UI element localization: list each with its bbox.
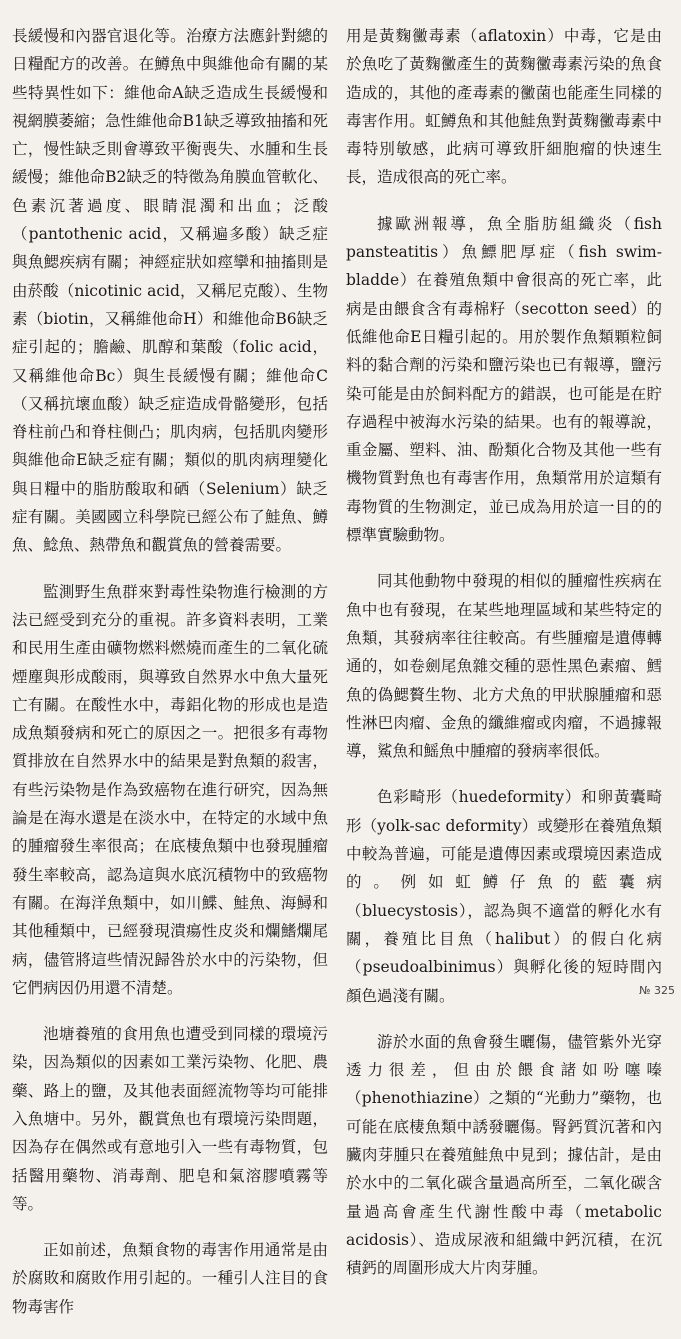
paragraph-pansteatitis: 據歐洲報導，魚全脂肪組織炎（fish pansteatitis）魚鰾肥厚症（fish swim-bladde）在養殖魚類中會很高的死亡率，此病是由餵食含有毒棉籽（secotton seed）的低維他命E日糧引起的。用於製作魚類顆粒飼料的黏合劑的污染和鹽污染也已有報導，鹽污染可能是由於飼料配方的錯誤，也可能是在貯存過程中被海水污染的結果。也有的報導說，重金屬、塑料、油、酚類化合物及其他一些有機物質對魚也有毒害作用，魚類常用於這類有毒物質的生物測定，並已成為用於這一目的的標準實驗動物。 — [346, 214, 662, 545]
paragraph-aflatoxin: 用是黃麴黴毒素（aflatoxin）中毒，它是由於魚吃了黃麴黴產生的黃麴黴毒素污染的魚食造成的，其他的產毒素的黴菌也能產生同樣的毒害作用。虹鱒魚和其他鮭魚對黃麴黴毒素中毒特別敏感，此病可導致肝細胞瘤的快速生長，造成很高的死亡率。 — [346, 27, 662, 187]
left-text-column — [12, 22, 328, 1339]
paragraph-food-toxicity: 正如前述，魚類食物的毒害作用通常是由於腐敗和腐敗作用引起的。一種引人注目的食物毒害作 — [12, 1241, 328, 1316]
paragraph-vitamin-deficiency: 長緩慢和內器官退化等。治療方法應針對總的日糧配方的改善。在鱒魚中與維他命有關的某些特異性如下：維他命A缺乏造成生長緩慢和視網膜萎縮；急性維他命B1缺乏導致抽搐和死亡，慢性缺乏則會導致平衡喪失、水腫和生長緩慢；維他命B2缺乏的特徵為角膜血管軟化、色素沉著過度、眼睛混濁和出血；泛酸（pantothenic acid，又稱遍多酸）缺乏症與魚鰓疾病有關；神經症狀如痙攣和抽搐則是由菸酸（nicotinic acid，又稱尼克酸）、生物素（biotin，又稱維他命H）和維他命B6缺乏症引起的；膽鹼、肌醇和葉酸（folic acid，又稱維他命Bc）與生長緩慢有關；維他命C（又稱抗壞血酸）缺乏症造成骨骼變形，包括脊柱前凸和脊柱側凸；肌肉病，包括肌肉變形與維他命E缺乏症有關；類似的肌肉病理變化與日糧中的脂肪酸取和硒（Selenium）缺乏症有關。美國國立科學院已經公布了鮭魚、鱒魚、鯰魚、熱帶魚和觀賞魚的營養需要。 — [12, 27, 328, 555]
page-number: № 325 — [639, 984, 675, 997]
paragraph-sunburn: 游於水面的魚會發生曬傷，儘管紫外光穿透力很差，但由於餵食諸如吩噻嗪（phenothiazine）之類的“光動力”藥物，也可能在底棲魚類中誘發曬傷。腎鈣質沉著和內臟肉芽腫只在養殖鮭魚中見到；據估計，是由於水中的二氧化碳含量過高所至，二氧化碳含量過高會產生代謝性酸中毒（metabolic acidosis）、造成尿液和組織中鈣沉積，在沉積鈣的周圍形成大片肉芽腫。 — [346, 1032, 662, 1278]
right-text-column — [346, 22, 662, 1300]
paragraph-deformity: 色彩畸形（huedeformity）和卵黃囊畸形（yolk-sac deformity）或變形在養殖魚類中較為普遍，可能是遺傳因素或環境因素造成的。例如虹鱒仔魚的藍囊病（bluecystosis），認為與不適當的孵化水有關，養殖比目魚（halibut）的假白化病（pseudoalbinimus）與孵化後的短時間內顏色過淺有關。 — [346, 788, 662, 1005]
paragraph-tumors: 同其他動物中發現的相似的腫瘤性疾病在魚中也有發現，在某些地理區域和某些特定的魚類，其發病率往往較高。有些腫瘤是遺傳轉通的，如卷劍尾魚雜交種的惡性黑色素瘤、鱈魚的偽鰓贅生物、北方犬魚的甲狀腺腫瘤和惡性淋巴肉瘤、金魚的纖維瘤或肉瘤，不過據報導，鯊魚和鰩魚中腫瘤的發病率很低。 — [346, 572, 662, 761]
paragraph-wild-fish-toxins: 監測野生魚群來對毒性染物進行檢測的方法已經受到充分的重視。許多資料表明，工業和民用生產由礦物燃料燃燒而產生的二氧化硫煙塵與形成酸雨，與導致自然界水中魚大量死亡有關。在酸性水中，毒鋁化物的形成也是造成魚類發病和死亡的原因之一。把很多有毒物質排放在自然界水中的結果是對魚類的殺害，有些污染物是作為致癌物在進行研究，因為無論是在海水還是在淡水中，在特定的水域中魚的腫瘤發生率很高；在底棲魚類中也發現腫瘤發生率較高，認為這與水底沉積物中的致癌物有關。在海洋魚類中，如川鰈、鮭魚、海鱘和其他種類中，已經發現潰瘍性皮炎和爛鰭爛尾病，儘管將這些情況歸咎於水中的污染物，但它們病因仍用還不清楚。 — [12, 582, 328, 997]
paragraph-pond-pollution: 池塘養殖的食用魚也遭受到同樣的環境污染，因為類似的因素如工業污染物、化肥、農藥、路上的鹽，及其他表面經流物等均可能排入魚塘中。另外，觀賞魚也有環境污染問題，因為存在偶然或有意地引入一些有毒物質，包括醫用藥物、消毒劑、肥皂和氣溶膠噴霧等等。 — [12, 1025, 328, 1213]
